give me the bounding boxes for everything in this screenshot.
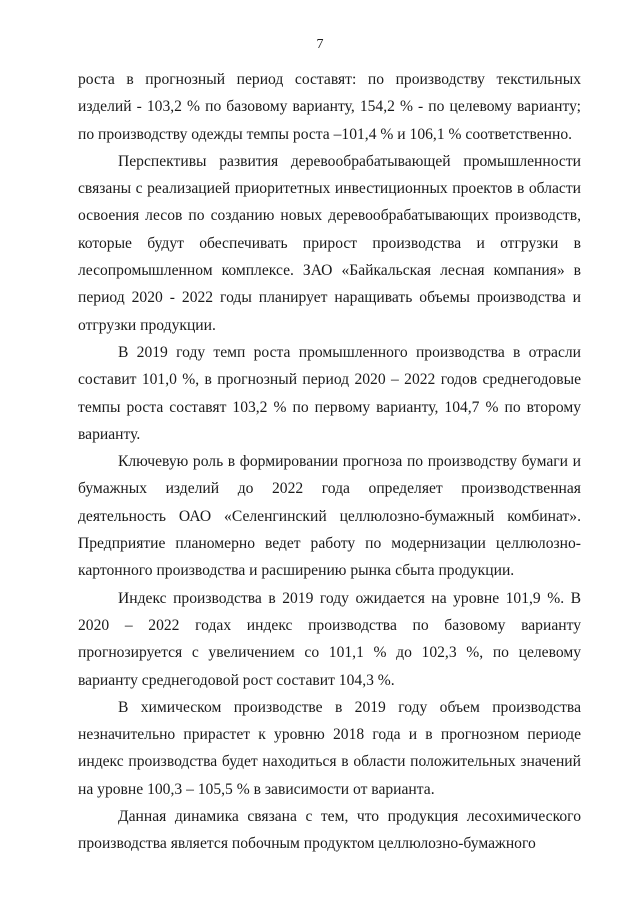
paragraph-continuation: роста в прогнозный период составят: по производству текстильных изделий - 103,2 % по базовому варианту, 154,2 % - по целевому варианту; по производству одежды темпы роста –101,4 % и 106,1 % соответственно. <box>78 71 581 143</box>
paragraph-production-index: Индекс производства в 2019 году ожидается на уровне 101,9 %. В 2020 – 2022 годах индекс производства по базовому варианту прогнозируется с увеличением со 101,1 % до 102,3 %, по целевому варианту среднегодовой рост составит 104,3 %. <box>78 589 581 689</box>
paragraph-chemical-production: В химическом производстве в 2019 году объем производства незначительно прирастет к уровню 2018 года и в прогнозном периоде индекс производства будет находиться в области положительных значений на уровне 100,3 – 105,5 % в зависимости от варианта. <box>78 698 581 798</box>
paragraph-growth-rate-2019: В 2019 году темп роста промышленного производства в отрасли составит 101,0 %, в прогнозный период 2020 – 2022 годов среднегодовые темпы роста составят 103,2 % по первому варианту, 104,7 % по второму варианту. <box>78 343 581 443</box>
paragraph-dynamics: Данная динамика связана с тем, что продукция лесохимического производства является побочным продуктом целлюлозно-бумажного <box>78 808 581 853</box>
paragraph-woodworking: Перспективы развития деревообрабатывающей промышленности связаны с реализацией приоритетных инвестиционных проектов в области освоения лесов по созданию новых деревообрабатывающих производств, которые будут обеспечивать прирост производства и отгрузки в лесопромышленном комплексе. ЗАО «Байкальская лесная компания» в период 2020 - 2022 годы планирует наращивать объемы производства и отгрузки продукции. <box>78 152 581 334</box>
page-number: 7 <box>316 37 324 52</box>
paragraph-paper-production: Ключевую роль в формировании прогноза по производству бумаги и бумажных изделий до 2022 года определяет производственная деятельность ОАО «Селенгинский целлюлозно-бумажный комбинат». Предприятие планомерно ведет работу по модернизации целлюлозно-картонного производства и расширению рынка сбыта продукции. <box>78 453 581 580</box>
document-body <box>78 66 581 858</box>
